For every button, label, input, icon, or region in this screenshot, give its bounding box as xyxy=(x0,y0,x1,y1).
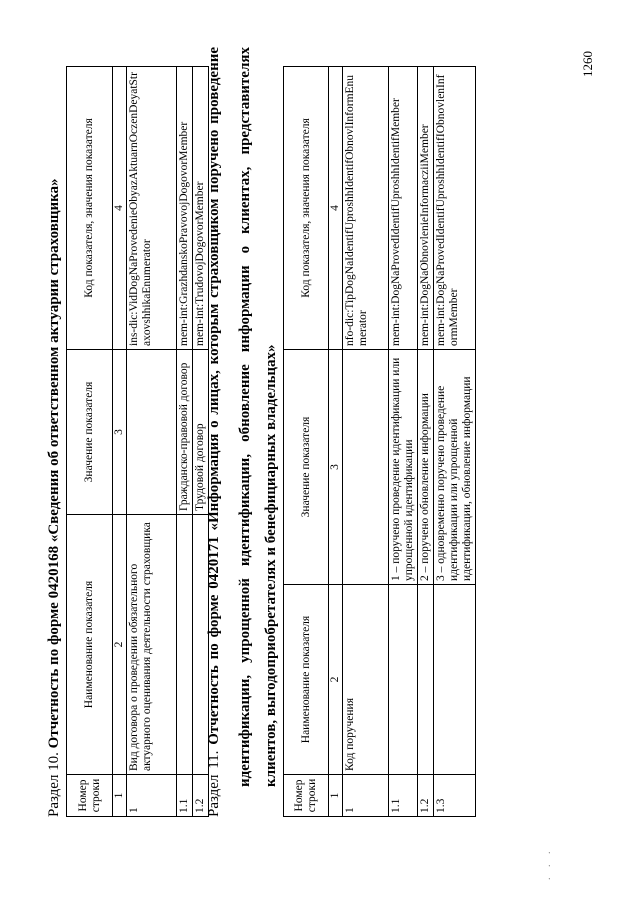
section-11-table xyxy=(283,66,476,817)
indicator-code: ins-dic:VidDogNaProvedenieObyazAktuarnOczenDeyatStraxovshhikaEnumerator xyxy=(127,67,177,350)
indicator-name: Код поручения xyxy=(343,585,389,775)
indicator-value xyxy=(127,350,177,515)
col-header-indicator-code: Код показателя, значения показателя xyxy=(284,67,329,350)
indicator-code: mem-int:TrudovojDogovorMember xyxy=(193,67,209,350)
table-row xyxy=(343,67,389,817)
page-number: 1260 xyxy=(580,51,595,77)
indicator-value: 2 – поручено обновление информации xyxy=(418,350,434,585)
indicator-code: mem-int:GrazhdanskoPravovojDogovorMember xyxy=(177,67,193,350)
col-number: 3 xyxy=(113,350,127,515)
indicator-value xyxy=(343,350,389,585)
section-10-table xyxy=(66,66,209,817)
section-10-title: Отчетность по форме 0420168 «Сведения об ответственном актуарии страховщика» xyxy=(46,178,62,749)
col-number: 4 xyxy=(113,67,127,350)
col-header-indicator-value: Значение показателя xyxy=(67,350,113,515)
col-number: 2 xyxy=(329,585,343,775)
indicator-code: nfo-dic:TipDogNaIdentifUproshhIdentifObnovlInformEnumerator xyxy=(343,67,389,350)
table-header-row xyxy=(67,67,113,817)
scan-marks: . . . xyxy=(542,847,553,880)
table-row xyxy=(127,67,177,817)
column-number-row xyxy=(329,67,343,817)
section-11-prefix: Раздел 11. xyxy=(206,744,222,817)
col-header-indicator-value: Значение показателя xyxy=(284,350,329,585)
col-number: 1 xyxy=(329,775,343,817)
col-header-indicator-name: Наименование показателя xyxy=(284,585,329,775)
section-10-prefix: Раздел 10. xyxy=(46,748,62,817)
row-number: 1.2 xyxy=(193,775,209,817)
row-number: 1.3 xyxy=(434,775,476,817)
indicator-name xyxy=(434,585,476,775)
row-number: 1.2 xyxy=(418,775,434,817)
column-number-row xyxy=(113,67,127,817)
section-11-heading-line-1 xyxy=(205,47,224,817)
col-number: 4 xyxy=(329,67,343,350)
col-header-indicator-name: Наименование показателя xyxy=(67,515,113,775)
indicator-value: 3 – одновременно поручено проведение идентификации или упрощенной идентификации, обновление информации xyxy=(434,350,476,585)
row-number: 1.1 xyxy=(389,775,418,817)
section-11-heading-line-2 xyxy=(236,47,255,787)
indicator-value: Трудовой договор xyxy=(193,350,209,515)
section-11-title-line-3: клиентов, выгодоприобретателях и бенефициарных владельцах» xyxy=(263,344,279,787)
indicator-name: Вид договора о проведении обязательного актуарного оценивания деятельности страховщика xyxy=(127,515,177,775)
col-number: 3 xyxy=(329,350,343,585)
indicator-code: mem-int:DogNaProvedIdentifUproshhIdentifMember xyxy=(389,67,418,350)
section-11-heading-line-3 xyxy=(262,344,281,787)
indicator-code: mem-int:DogNaProvedIdentifUproshhIdentifIObnovlenInformMember xyxy=(434,67,476,350)
table-row xyxy=(177,67,193,817)
indicator-value: Гражданско-правовой договор xyxy=(177,350,193,515)
row-number: 1 xyxy=(127,775,177,817)
row-number: 1.1 xyxy=(177,775,193,817)
col-header-indicator-code: Код показателя, значения показателя xyxy=(67,67,113,350)
section-11-title-line-2: идентификации, упрощенной идентификации, обновление информации о клиентах, представителях xyxy=(237,47,253,787)
indicator-value: 1 – поручено проведение идентификации или упрощенной идентификации xyxy=(389,350,418,585)
section-10-heading xyxy=(45,178,64,817)
table-row xyxy=(434,67,476,817)
section-11-title-line-1: Отчетность по форме 0420171 «Информация о лицах, которым страховщиком поручено проведение xyxy=(206,46,222,745)
indicator-name xyxy=(177,515,193,775)
table-header-row xyxy=(284,67,329,817)
col-number: 2 xyxy=(113,515,127,775)
col-header-row-number: Номер строки xyxy=(284,775,329,817)
table-row xyxy=(418,67,434,817)
col-header-row-number: Номер строки xyxy=(67,775,113,817)
indicator-code: mem-int:DogNaObnovlenieInformacziiMember xyxy=(418,67,434,350)
indicator-name xyxy=(389,585,418,775)
row-number: 1 xyxy=(343,775,389,817)
indicator-name xyxy=(418,585,434,775)
col-number: 1 xyxy=(113,775,127,817)
table-row xyxy=(389,67,418,817)
